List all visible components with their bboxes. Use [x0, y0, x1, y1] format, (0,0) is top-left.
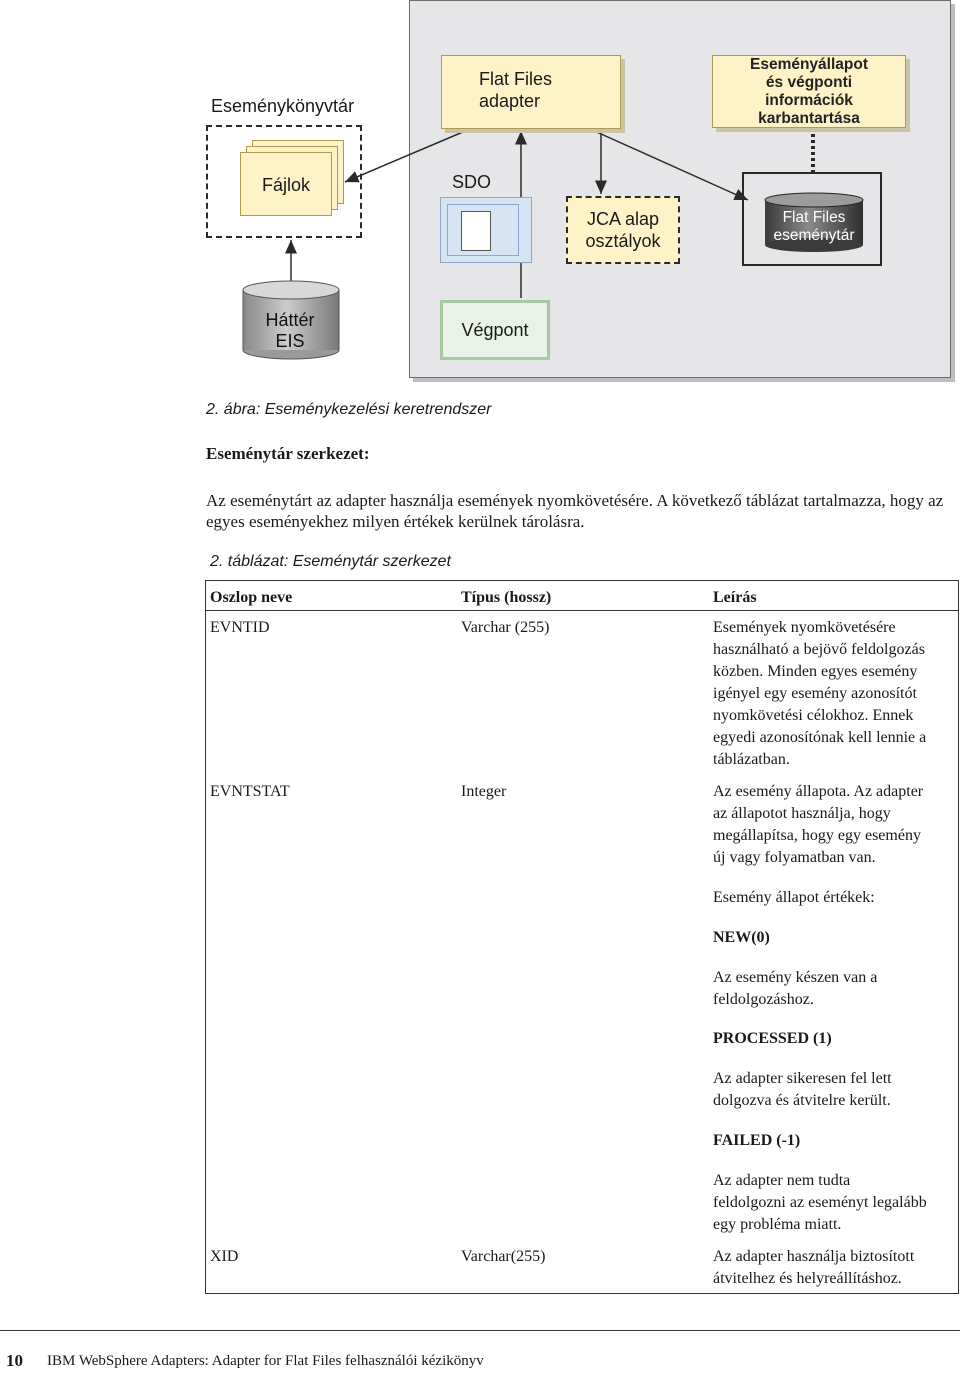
status-values-intro: Esemény állapot értékek:	[713, 889, 875, 906]
flat-files-adapter-label: Flat Files adapter	[479, 69, 553, 111]
backend-eis-label: Háttér EIS	[265, 310, 315, 351]
footer-title: IBM WebSphere Adapters: Adapter for Flat Files felhasználói kézikönyv	[47, 1353, 484, 1369]
table-row-description: Az esemény állapota. Az adapter az állapotot használja, hogy megállapítsa, hogy egy esemény új vagy folyamatban van.	[713, 783, 924, 866]
table-row-type: Varchar(255)	[461, 1248, 546, 1265]
status-code-processed: PROCESSED (1)	[713, 1030, 832, 1047]
figure-caption: 2. ábra: Eseménykezelési keretrendszer	[206, 401, 492, 418]
jca-base-classes-box: JCA alap osztályok	[566, 196, 680, 264]
flat-files-event-store-label: Flat Files eseménytár	[773, 209, 855, 244]
arrow-adapter-to-event-store	[590, 129, 748, 200]
intro-paragraph: Az eseménytárt az adapter használja események nyomkövetésére. A következő táblázat tartalmazza, hogy az egyes eseményekhez milyen értékek kerülnek tárolásra.	[206, 491, 944, 531]
status-description-failed: Az adapter nem tudta feldolgozni az eseményt legalább egy probléma miatt.	[713, 1172, 927, 1233]
status-code-new: NEW(0)	[713, 929, 770, 946]
sdo-label: SDO	[452, 172, 492, 192]
footer-divider	[0, 1330, 960, 1331]
event-library-label: Eseménykönyvtár	[211, 96, 355, 116]
table-row-name: XID	[210, 1248, 239, 1265]
status-description-processed: Az adapter sikeresen fel lett dolgozva és átvitelre került.	[713, 1070, 892, 1109]
table-caption: 2. táblázat: Eseménytár szerkezet	[210, 553, 451, 570]
page-number: 10	[6, 1351, 23, 1370]
table-header-divider	[205, 610, 959, 611]
endpoint-box: Végpont	[440, 300, 550, 360]
table-row-name: EVNTSTAT	[210, 783, 290, 800]
column-header-description: Leírás	[713, 589, 757, 606]
section-heading: Eseménytár szerkezet:	[206, 444, 370, 463]
table-row-name: EVNTID	[210, 619, 270, 636]
column-header-name: Oszlop neve	[210, 589, 293, 606]
status-description-new: Az esemény készen van a feldolgozáshoz.	[713, 969, 878, 1008]
status-code-failed: FAILED (-1)	[713, 1132, 801, 1149]
table-row-description: Az adapter használja biztosított átvitelhez és helyreállításhoz.	[713, 1248, 915, 1287]
table-row-type: Varchar (255)	[461, 619, 550, 636]
table-row-description: Események nyomkövetésére használható a bejövő feldolgozás közben. Minden egyes esemény igényel egy esemény azonosítót nyomkövetési célokhoz. Ennek egyedi azonosítónak kell lennie a táblázatban.	[713, 619, 927, 768]
event-status-maintenance-box: Eseményállapot és végponti információk karbantartása	[712, 55, 906, 128]
column-header-type: Típus (hossz)	[461, 589, 552, 606]
sdo-document-icon	[461, 211, 491, 251]
table-row-type: Integer	[461, 783, 507, 800]
files-label: Fájlok	[261, 174, 310, 195]
